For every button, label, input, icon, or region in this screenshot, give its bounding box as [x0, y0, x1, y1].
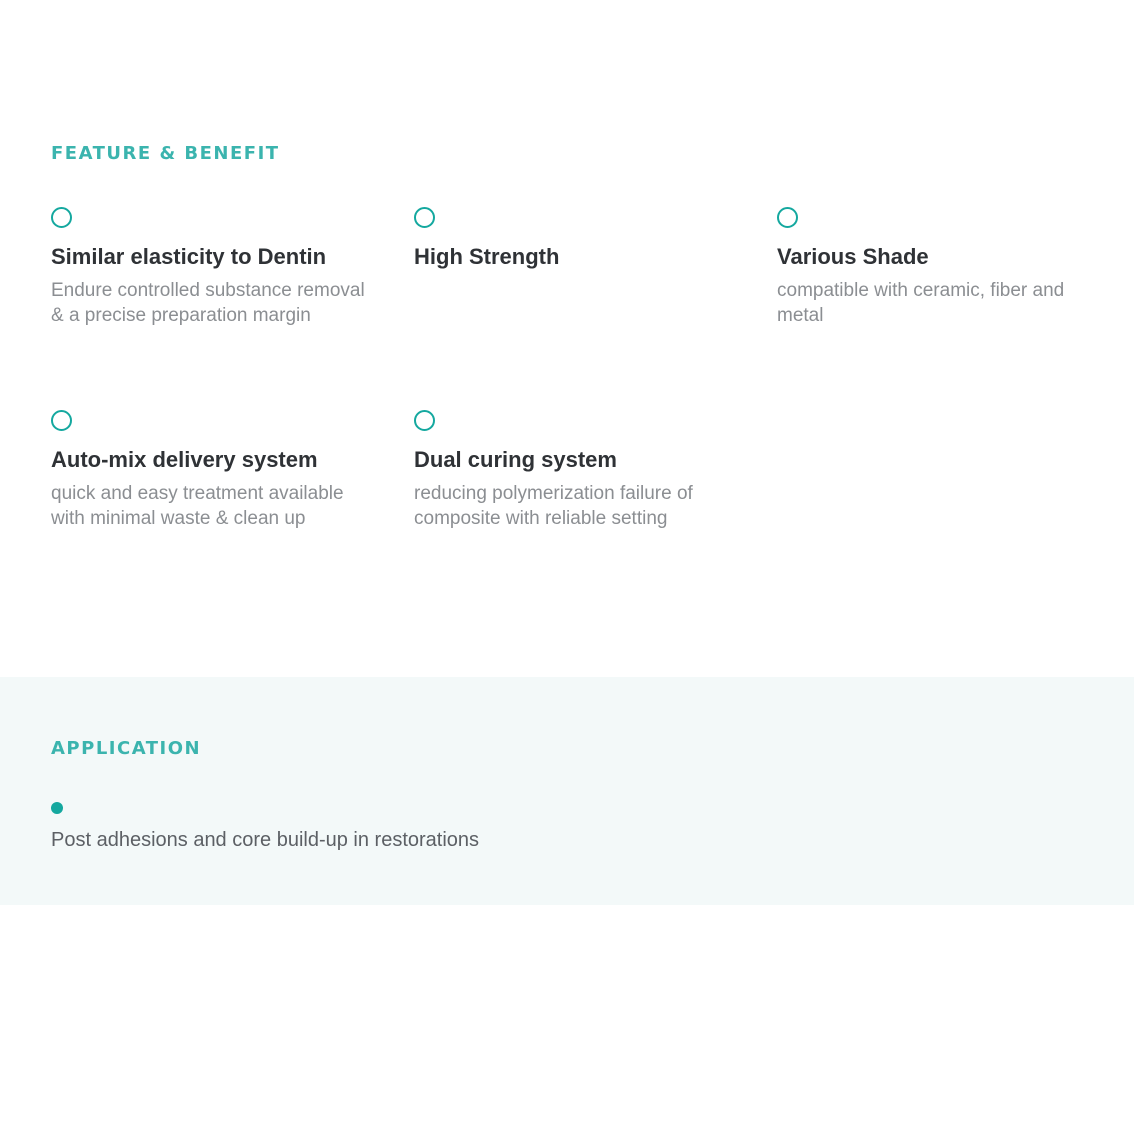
circle-outline-icon: [414, 207, 435, 228]
circle-outline-icon: [414, 410, 435, 431]
bullet-dot-icon: [51, 802, 63, 814]
feature-title: High Strength: [414, 244, 560, 269]
feature-item: [777, 207, 1097, 328]
feature-item: [51, 207, 371, 328]
feature-title: Auto-mix delivery system: [51, 447, 318, 472]
feature-description: quick and easy treatment available with minimal waste & clean up: [51, 483, 344, 529]
application-item: Post adhesions and core build-up in restorations: [51, 829, 480, 851]
feature-title: Various Shade: [777, 244, 929, 269]
circle-outline-icon: [777, 207, 798, 228]
feature-description: Endure controlled substance removal & a precise preparation margin: [51, 280, 365, 326]
circle-outline-icon: [51, 410, 72, 431]
feature-title: Similar elasticity to Dentin: [51, 244, 327, 269]
feature-benefit-heading: FEATURE & BENEFIT: [51, 143, 280, 164]
feature-title: Dual curing system: [414, 447, 617, 472]
feature-description: compatible with ceramic, fiber and metal: [777, 280, 1065, 326]
application-section: [0, 677, 1134, 905]
feature-item: [51, 410, 371, 531]
feature-item: [414, 207, 734, 278]
application-heading: APPLICATION: [51, 738, 202, 759]
circle-outline-icon: [51, 207, 72, 228]
feature-item: [414, 410, 734, 531]
feature-description: reducing polymerization failure of composite with reliable setting: [414, 483, 693, 529]
